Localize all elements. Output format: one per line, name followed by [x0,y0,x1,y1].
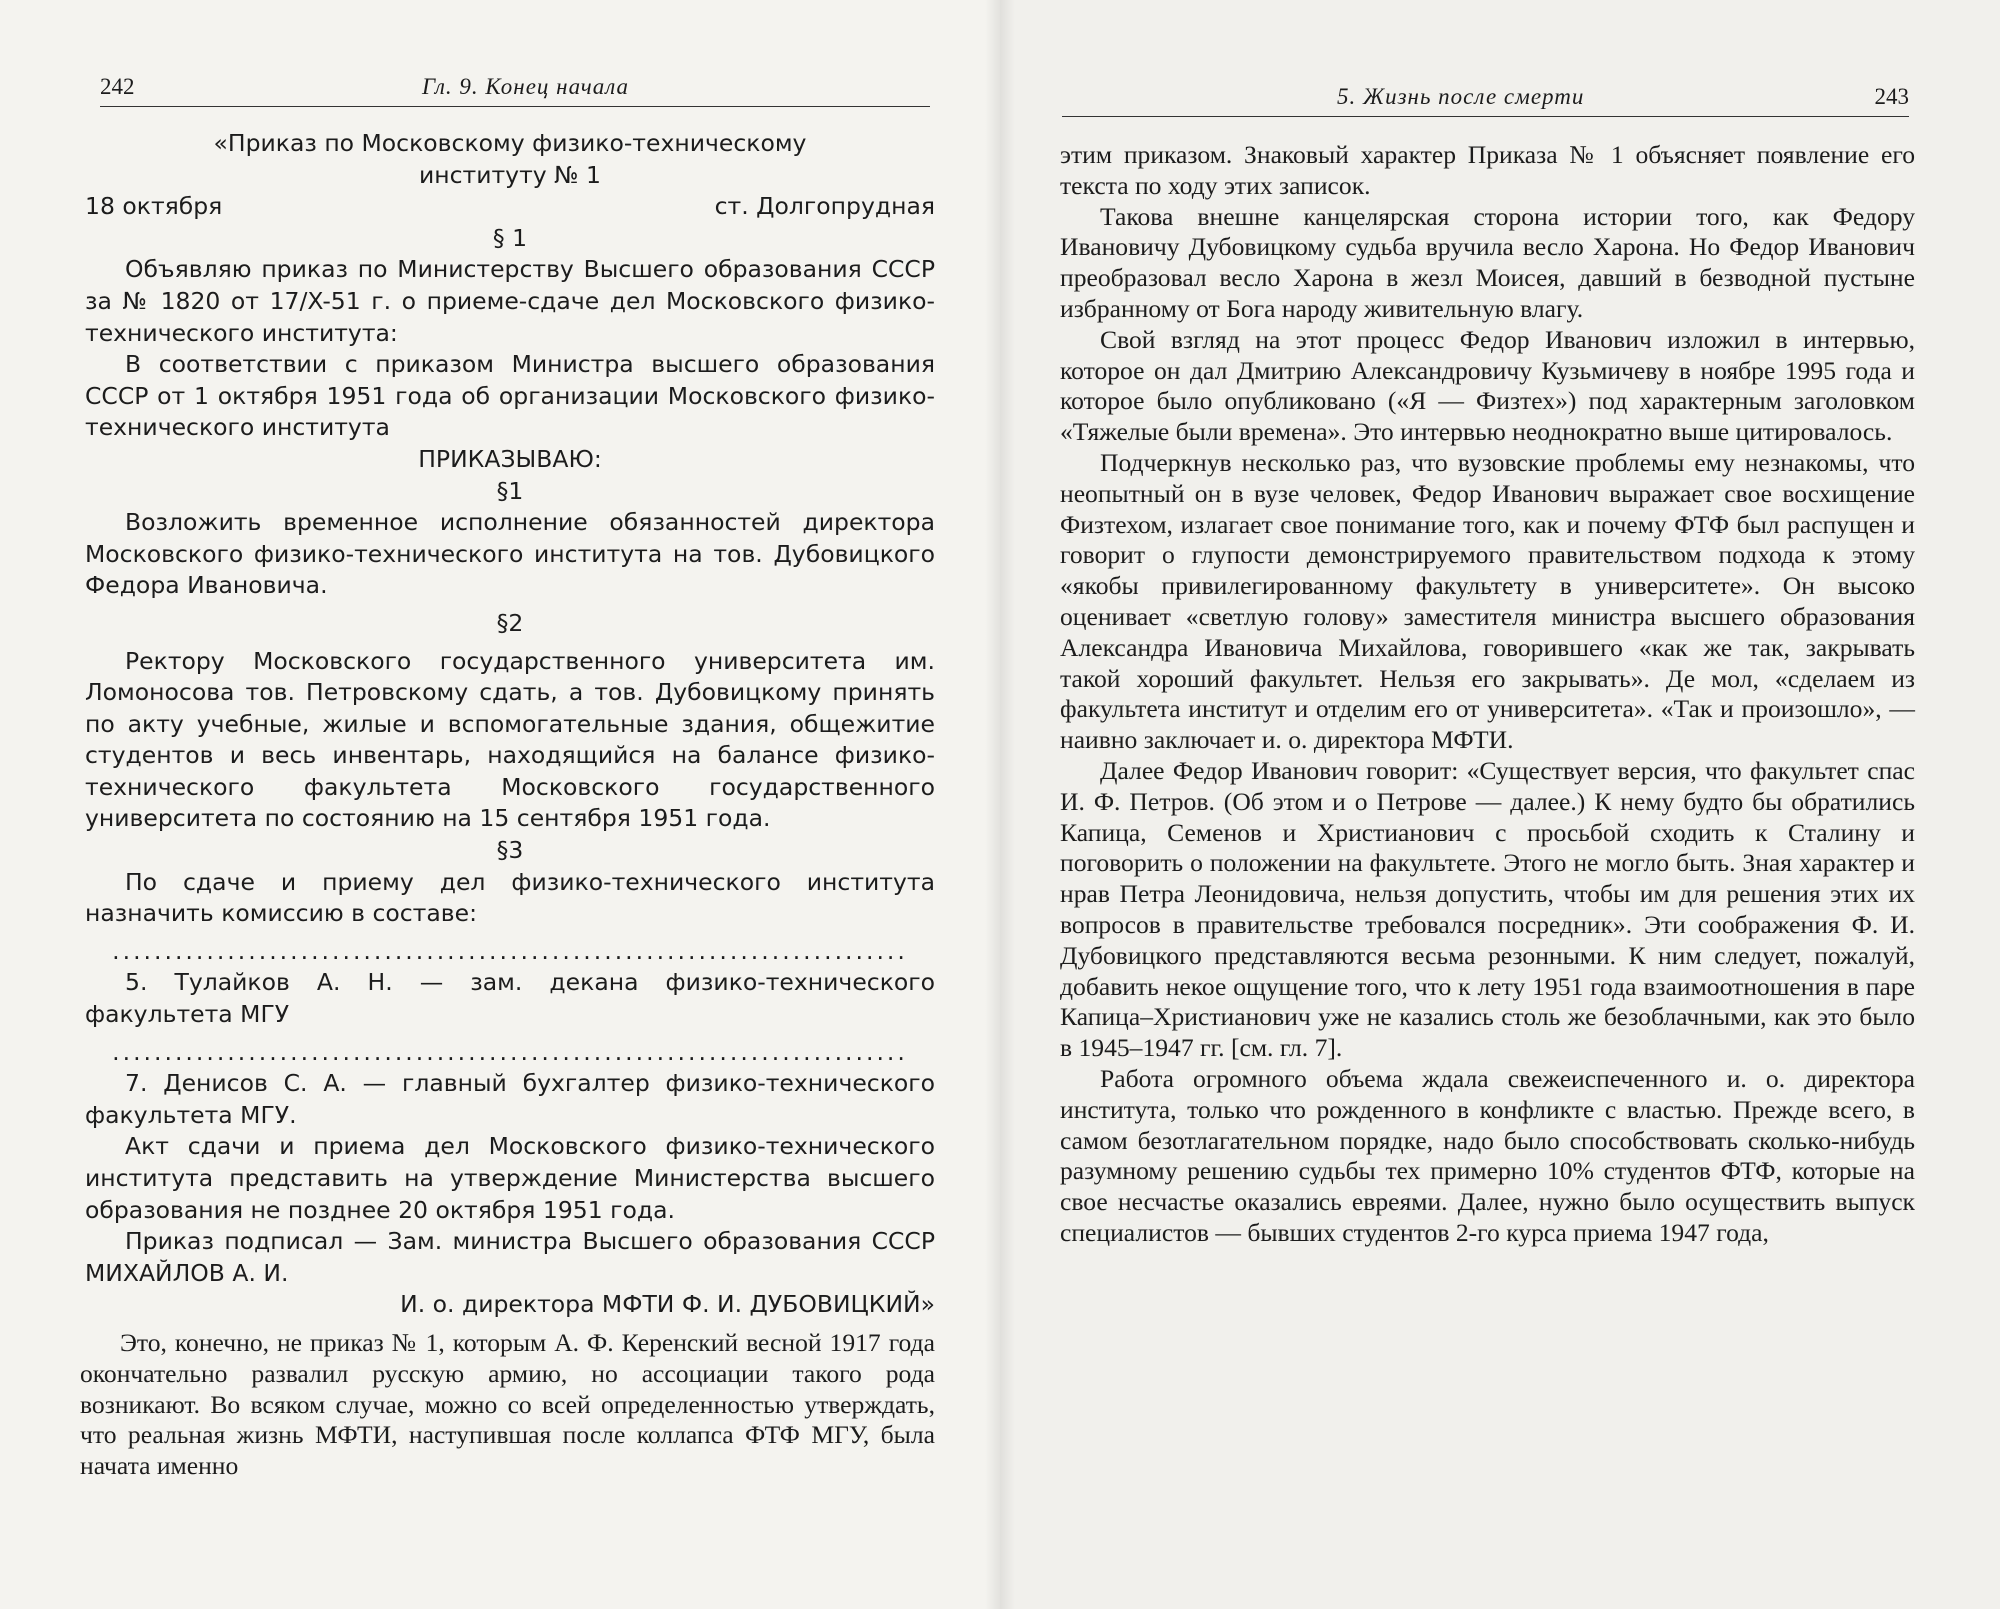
order-paragraph: Приказ подписал — Зам. министра Высшего образования СССР МИХАЙЛОВ А. И. [85,1227,935,1287]
commission-member: 5. Тулайков А. Н. — зам. декана физико-технического факультета МГУ [85,968,935,1029]
left-prose [80,1328,935,1482]
order-place: ст. Долгопрудная [714,192,935,221]
right-page [1000,0,2000,1609]
left-running-head [100,70,930,107]
omission-dots: ............................................................................ [112,936,908,965]
section-mark: §3 [496,836,524,865]
omission-dots: ............................................................................ [112,1037,908,1066]
order-heading: ПРИКАЗЫВАЮ: [418,444,602,473]
order-title-line-2: институту № 1 [418,160,602,189]
commission-member: 7. Денисов С. А. — главный бухгалтер физико-технического факультета МГУ. [85,1069,935,1129]
right-prose [1060,140,1915,1249]
order-paragraph: По сдаче и приему дел физико-технического института назначить комиссию в составе: [85,867,935,928]
right-chapter-title: 5. Жизнь после смерти [1337,84,1585,109]
order-title-line-1: «Приказ по Московскому физико-техническому [213,129,807,157]
book-gutter [985,0,1015,1609]
order-signature: И. о. директора МФТИ Ф. И. ДУБОВИЦКИЙ» [400,1290,935,1319]
order-paragraph: Объявляю приказ по Министерству Высшего образования СССР за № 1820 от 17/X-51 г. о приеме-сдаче дел Московского физико-технического института: [85,255,935,347]
prose-paragraph: Свой взгляд на этот процесс Федор Иванович изложил в интервью, которое он дал Дмитрию Александровичу Кузьмичеву в ноябре 1995 года и которое было опубликовано («Я — Физтех») под характерным заголовком «Тяжелые были времена». Это интервью неоднократно выше цитировалось. [1060,324,1915,447]
prose-paragraph: Подчеркнув несколько раз, что вузовские проблемы ему незнакомы, что неопытный он в вузе человек, Федор Иванович выражает свое восхищение Физтехом, излагает свое понимание того, как и почему ФТФ был распущен и говорит о глупости демонстрируемого правительством подхода к этому «якобы привилегированному факультету в университете». Он высоко оценивает «светлую голову» заместителя министра высшего образования Александра Ивановича Михайлова, говорившего «как же так, закрывать такой хороший факультет. Нельзя его закрывать». Де мол, «сделаем из факультета институт и отделим его от университета». «Так и произошло», — наивно заключает и. о. директора МФТИ. [1060,447,1915,755]
prose-paragraph: Это, конечно, не приказ № 1, которым А. Ф. Керенский весной 1917 года окончательно развалил русскую армию, но ассоциации такого рода возникают. Во всяком случае, можно со всей определенностью утверждать, что реальная жизнь МФТИ, наступившая после коллапса ФТФ МГУ, была начата именно [80,1328,935,1481]
order-document [85,128,935,1321]
order-paragraph: В соответствии с приказом Министра высшего образования СССР от 1 октября 1951 года об организации Московского физико-технического института [85,350,935,442]
right-running-head [1062,80,1909,117]
left-chapter-title: Гл. 9. Конец начала [422,74,630,99]
left-page-number: 242 [100,74,135,99]
section-mark: §2 [496,608,524,637]
order-date: 18 октября [85,192,223,221]
order-paragraph: Акт сдачи и приема дел Московского физико-технического института представить на утверждение Министерства высшего образования не позднее 20 октября 1951 года. [85,1132,935,1224]
section-mark: § 1 [492,223,528,252]
prose-paragraph: Такова внешне канцелярская сторона истории того, как Федору Ивановичу Дубовицкому судьба вручила весло Харона. Но Федор Иванович преобразовал весло Харона в жезл Моисея, давший в безводной пустыне избранному от Бога народу живительную влагу. [1060,201,1915,323]
order-paragraph: Ректору Московского государственного университета им. Ломоносова тов. Петровскому сдать, а тов. Дубовицкому принять по акту учебные, жилые и вспомогательные здания, общежитие студентов и весь инвентарь, находящийся на балансе физико-технического факультета Московского государственного университета по состоянию на 15 сентября 1951 года. [85,646,935,833]
right-page-number: 243 [1874,84,1909,109]
order-date-place [85,191,935,223]
prose-paragraph: Работа огромного объема ждала свежеиспеченного и. о. директора института, только что рожденного в конфликте с властью. Прежде всего, в самом безотлагательном порядке, надо было способствовать сколько-нибудь разумному решению судьбы тех примерно 10% студентов ФТФ, которые на свое несчастье оказались евреями. Далее, нужно было осуществить выпуск специалистов — бывших студентов 2-го курса приема 1947 года, [1060,1063,1915,1247]
prose-paragraph: этим приказом. Знаковый характер Приказа № 1 объясняет появление его текста по ходу этих записок. [1060,140,1915,200]
section-mark: §1 [496,476,524,505]
order-paragraph: Возложить временное исполнение обязанностей директора Московского физико-технического института на тов. Дубовицкого Федора Ивановича. [85,508,935,600]
prose-paragraph: Далее Федор Иванович говорит: «Существует версия, что факультет спас И. Ф. Петров. (Об этом и о Петрове — далее.) К нему будто бы обратились Капица, Семенов и Христианович с просьбой сходить к Сталину и поговорить о положении на факультете. Этого не могло быть. Зная характер и нрав Петра Леонидовича, нельзя допустить, чтобы им для решения этих их вопросов в правительстве требовался посредник». Эти соображения Ф. И. Дубовицкого представляются весьма резонными. К ним следует, пожалуй, добавить некое ощущение того, что к лету 1951 года взаимоотношения в паре Капица–Христианович уже не казались столь же безоблачными, как это было в 1945–1947 гг. [см. гл. 7]. [1060,755,1915,1063]
